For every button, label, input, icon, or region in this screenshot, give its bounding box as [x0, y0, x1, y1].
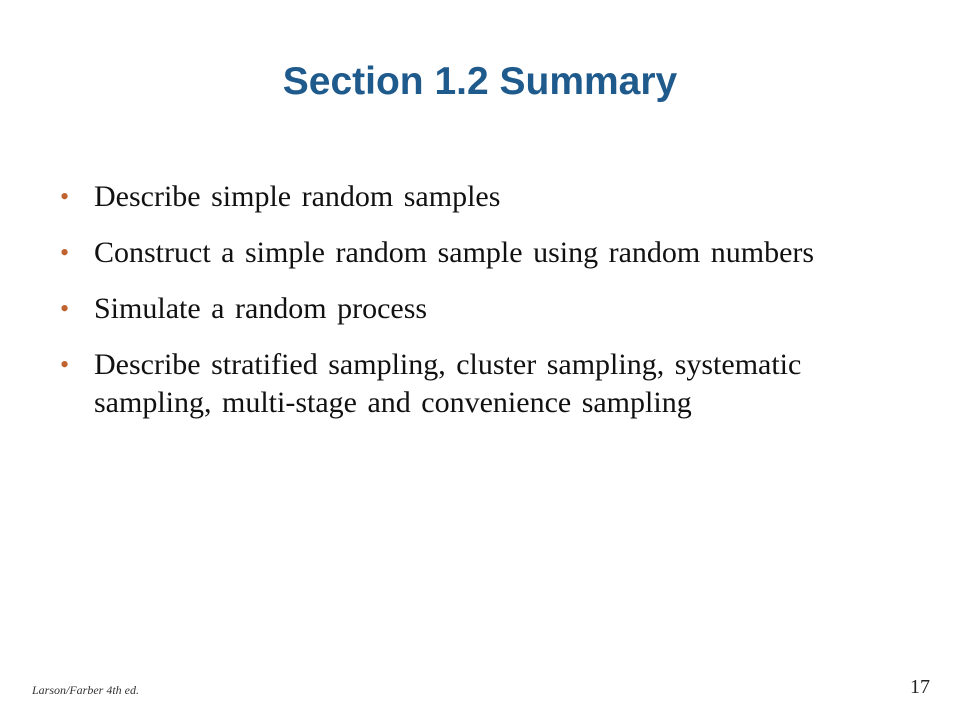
bullet-text: Simulate a random process: [94, 292, 428, 325]
bullet-icon: •: [60, 294, 70, 323]
footer-credit: Larson/Farber 4th ed.: [32, 683, 140, 697]
bullet-item: [60, 290, 850, 328]
bullet-text: Describe simple random samples: [94, 180, 501, 213]
bullet-item: [60, 178, 850, 216]
bullet-item: [60, 234, 850, 272]
bullet-list: [60, 178, 850, 440]
slide-title: Section 1.2 Summary: [282, 60, 678, 103]
page-number: 17: [910, 676, 930, 698]
bullet-icon: •: [60, 350, 70, 379]
bullet-text: Construct a simple random sample using random numbers: [94, 236, 815, 269]
bullet-icon: •: [60, 182, 70, 211]
bullet-text: Describe stratified sampling, cluster sampling, systematic sampling, multi-stage and convenience sampling: [94, 348, 802, 419]
bullet-item: [60, 346, 850, 422]
bullet-icon: •: [60, 238, 70, 267]
